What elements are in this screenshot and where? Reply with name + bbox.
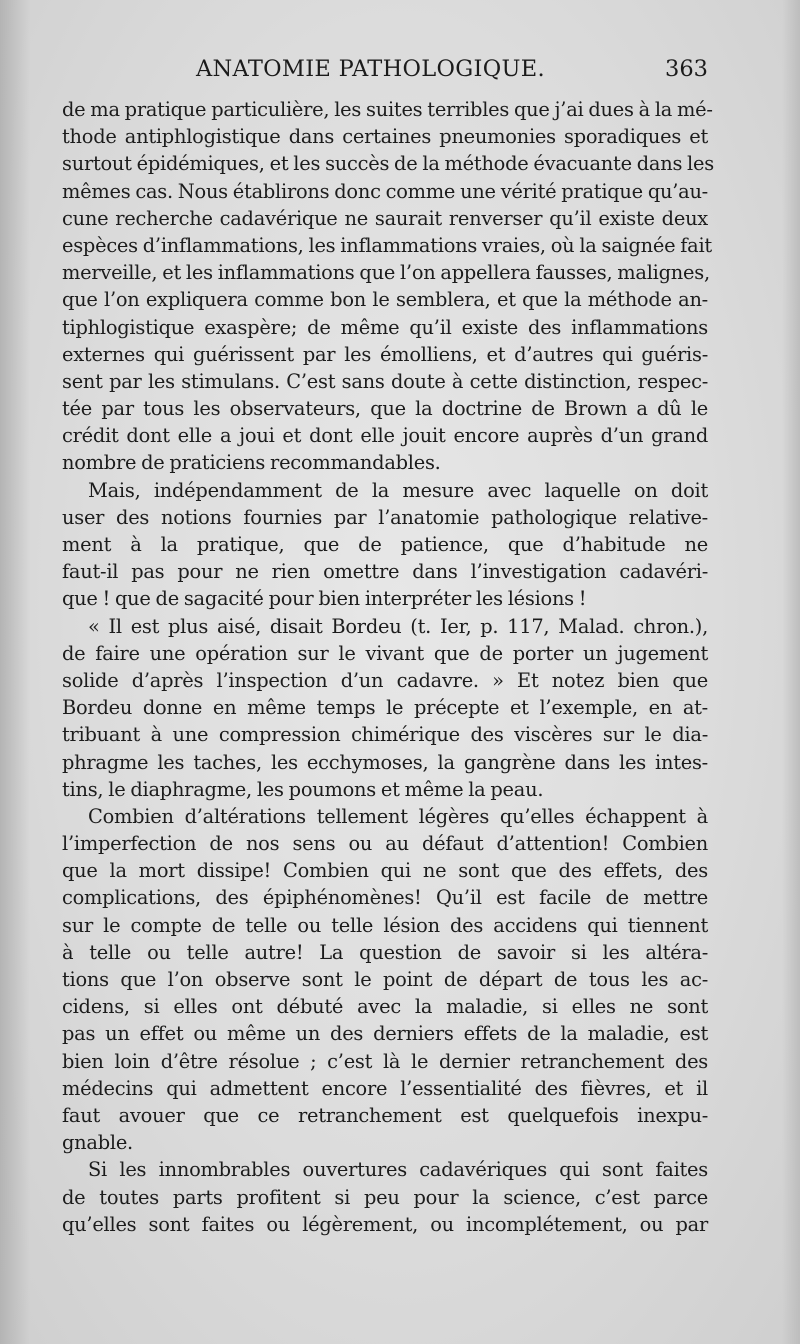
text-line: espèces d’inflammations, les inflammations vraies, où la saignée fait	[62, 233, 712, 257]
text-line: de toutes parts profitent si peu pour la science, c’est parce	[62, 1185, 708, 1209]
text-line: Mais, indépendamment de la mesure avec laquelle on doit	[88, 478, 708, 502]
text-line: pas un effet ou même un des derniers effets de la maladie, est	[62, 1022, 708, 1046]
text-line: tiphlogistique exaspère; de même qu’il existe des inflammations	[62, 315, 708, 339]
text-line: externes qui guérissent par les émolliens, et d’autres qui guéris-	[62, 342, 708, 366]
text-line: que ! que de sagacité pour bien interpréter les lésions !	[62, 587, 587, 611]
text-line: que la mort dissipe! Combien qui ne sont que des effets, des	[62, 859, 708, 883]
text-line: nombre de praticiens recommandables.	[62, 451, 441, 475]
text-line: sent par les stimulans. C’est sans doute à cette distinction, respec-	[62, 369, 708, 393]
text-line: faut avouer que ce retranchement est quelquefois inexpu-	[62, 1103, 708, 1127]
text-line: complications, des épiphénomènes! Qu’il est facile de mettre	[62, 886, 708, 910]
text-line: tins, le diaphragme, les poumons et même la peau.	[62, 777, 544, 801]
text-line: thode antiphlogistique dans certaines pneumonies sporadiques et	[62, 125, 708, 149]
text-line: que l’on expliquera comme bon le semblera, et que la méthode an-	[62, 288, 708, 312]
text-line: à telle ou telle autre! La question de savoir si les altéra-	[62, 940, 708, 964]
page-number: 363	[665, 56, 708, 82]
text-line: merveille, et les inflammations que l’on appellera fausses, malignes,	[62, 261, 710, 285]
text-line: Combien d’altérations tellement légères qu’elles échappent à	[88, 804, 708, 828]
text-line: bien loin d’être résolue ; c’est là le dernier retranchement des	[62, 1049, 708, 1073]
text-line: cune recherche cadavérique ne saurait renverser qu’il existe deux	[62, 206, 708, 230]
text-line: faut-il pas pour ne rien omettre dans l’investigation cadavéri-	[62, 560, 708, 584]
text-line: Si les innombrables ouvertures cadavériques qui sont faites	[88, 1158, 708, 1182]
text-line: Bordeu donne en même temps le précepte et l’exemple, en at-	[62, 696, 708, 720]
text-line: sur le compte de telle ou telle lésion des accidens qui tiennent	[62, 913, 708, 937]
text-line: solide d’après l’inspection d’un cadavre. » Et notez bien que	[62, 668, 708, 692]
text-line: cidens, si elles ont débuté avec la maladie, si elles ne sont	[62, 995, 708, 1019]
text-line: qu’elles sont faites ou légèrement, ou incomplétement, ou par	[62, 1212, 708, 1236]
text-line: de ma pratique particulière, les suites terribles que j’ai dues à la mé-	[62, 98, 713, 121]
text-line: tribuant à une compression chimérique des viscères sur le dia-	[62, 723, 708, 747]
text-line: tée par tous les observateurs, que la doctrine de Brown a dû le	[62, 397, 708, 421]
text-line: gnable.	[62, 1131, 133, 1155]
page-edge-shadow	[782, 0, 800, 1344]
text-line: « Il est plus aisé, disait Bordeu (t. Ier, p. 117, Malad. chron.),	[88, 614, 708, 638]
text-line: phragme les taches, les ecchymoses, la gangrène dans les intes-	[62, 750, 708, 774]
text-line: médecins qui admettent encore l’essentialité des fièvres, et il	[62, 1076, 708, 1100]
text-line: de faire une opération sur le vivant que de porter un jugement	[62, 641, 708, 665]
running-header	[62, 56, 708, 92]
body-text	[62, 96, 714, 1238]
text-line: mêmes cas. Nous établirons donc comme une vérité pratique qu’au-	[62, 179, 708, 203]
text-line: user des notions fournies par l’anatomie pathologique relative-	[62, 505, 708, 529]
text-line: crédit dont elle a joui et dont elle jouit encore auprès d’un grand	[62, 424, 708, 448]
running-title: ANATOMIE PATHOLOGIQUE.	[196, 56, 545, 82]
text-line: ment à la pratique, que de patience, que d’habitude ne	[62, 533, 708, 556]
text-line: surtout épidémiques, et les succès de la méthode évacuante dans les	[62, 152, 714, 176]
text-line: tions que l’on observe sont le point de départ de tous les ac-	[62, 968, 708, 991]
page-gutter-shadow	[0, 0, 30, 1344]
text-line: l’imperfection de nos sens ou au défaut d’attention! Combien	[62, 832, 708, 856]
